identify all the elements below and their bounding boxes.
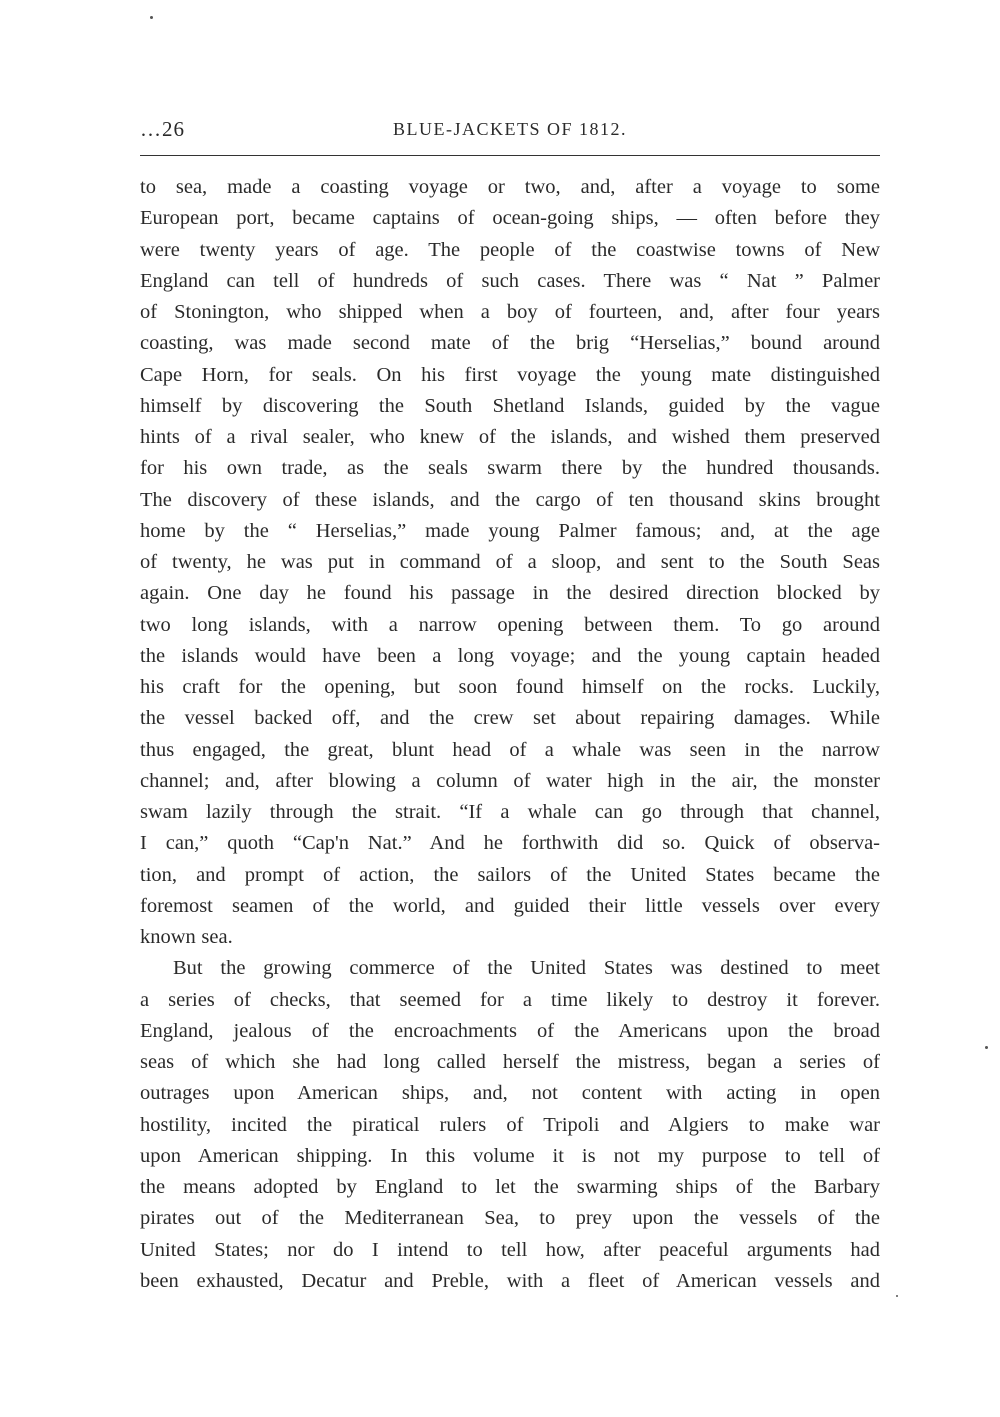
text-line: United States; nor do I intend to tell how, after peaceful arguments had	[140, 1238, 880, 1261]
text-line: outrages upon American ships, and, not content with acting in open	[140, 1082, 880, 1105]
text-line: England can tell of hundreds of such cases. There was “ Nat ” Palmer	[140, 269, 880, 292]
text-line: again. One day he found his passage in the desired direction blocked by	[140, 582, 880, 605]
text-line: two long islands, with a narrow opening between them. To go around	[140, 613, 880, 636]
text-line: the islands would have been a long voyage; and the young captain headed	[140, 644, 880, 667]
paragraph-2	[140, 953, 880, 1297]
text-line: seas of which she had long called herself the mistress, began a series of	[140, 1051, 880, 1073]
text-line: a series of checks, that seemed for a time likely to destroy it forever.	[140, 988, 880, 1011]
paper-speck	[985, 1046, 988, 1049]
header-rule	[140, 155, 880, 156]
text-line: Cape Horn, for seals. On his first voyage the young mate distinguished	[140, 363, 880, 386]
text-line: to sea, made a coasting voyage or two, and, after a voyage to some	[140, 176, 880, 198]
text-line: tion, and prompt of action, the sailors of the United States became the	[140, 863, 880, 886]
text-line: hints of a rival sealer, who knew of the islands, and wished them preserved	[140, 426, 880, 448]
text-line: But the growing commerce of the United States was destined to meet	[173, 957, 880, 980]
text-line: upon American shipping. In this volume it is not my purpose to tell of	[140, 1144, 880, 1167]
text-line: the vessel backed off, and the crew set about repairing damages. While	[140, 707, 880, 730]
paper-speck	[896, 1295, 898, 1297]
running-title: BLUE-JACKETS OF 1812.	[392, 119, 627, 139]
text-line: coasting, was made second mate of the brig “Herselias,” bound around	[140, 332, 880, 355]
page-number: …26	[140, 117, 185, 141]
text-line: were twenty years of age. The people of the coastwise towns of New	[140, 238, 880, 261]
text-line: European port, became captains of ocean-going ships, — often before they	[140, 207, 880, 230]
text-line: I can,” quoth “Cap'n Nat.” And he forthwith did so. Quick of observa-	[140, 832, 880, 855]
paragraph-1	[140, 172, 880, 953]
text-line: hostility, incited the piratical rulers of Tripoli and Algiers to make war	[140, 1113, 880, 1136]
text-line: his craft for the opening, but soon found himself on the rocks. Luckily,	[140, 676, 880, 698]
text-line: the means adopted by England to let the swarming ships of the Barbary	[140, 1176, 880, 1198]
text-line: home by the “ Herselias,” made young Palmer famous; and, at the age	[140, 519, 880, 542]
text-line: channel; and, after blowing a column of water high in the air, the monster	[140, 769, 880, 792]
text-line: of twenty, he was put in command of a sloop, and sent to the South Seas	[140, 551, 880, 573]
text-line: foremost seamen of the world, and guided their little vessels over every	[140, 894, 880, 917]
text-line: The discovery of these islands, and the cargo of ten thousand skins brought	[140, 488, 880, 511]
paper-speck	[150, 16, 153, 19]
text-line: been exhausted, Decatur and Preble, with a fleet of American vessels and	[140, 1269, 880, 1292]
text-line: himself by discovering the South Shetland Islands, guided by the vague	[140, 394, 880, 417]
text-line: swam lazily through the strait. “If a whale can go through that channel,	[140, 801, 880, 823]
text-line: for his own trade, as the seals swarm there by the hundred thousands.	[140, 457, 880, 480]
text-line: thus engaged, the great, blunt head of a whale was seen in the narrow	[140, 738, 880, 761]
body-text	[140, 172, 880, 1297]
text-line: pirates out of the Mediterranean Sea, to prey upon the vessels of the	[140, 1207, 880, 1230]
text-line: known sea.	[140, 926, 233, 948]
text-line: England, jealous of the encroachments of the Americans upon the broad	[140, 1019, 880, 1042]
text-line: of Stonington, who shipped when a boy of fourteen, and, after four years	[140, 301, 880, 323]
running-head	[140, 117, 880, 147]
